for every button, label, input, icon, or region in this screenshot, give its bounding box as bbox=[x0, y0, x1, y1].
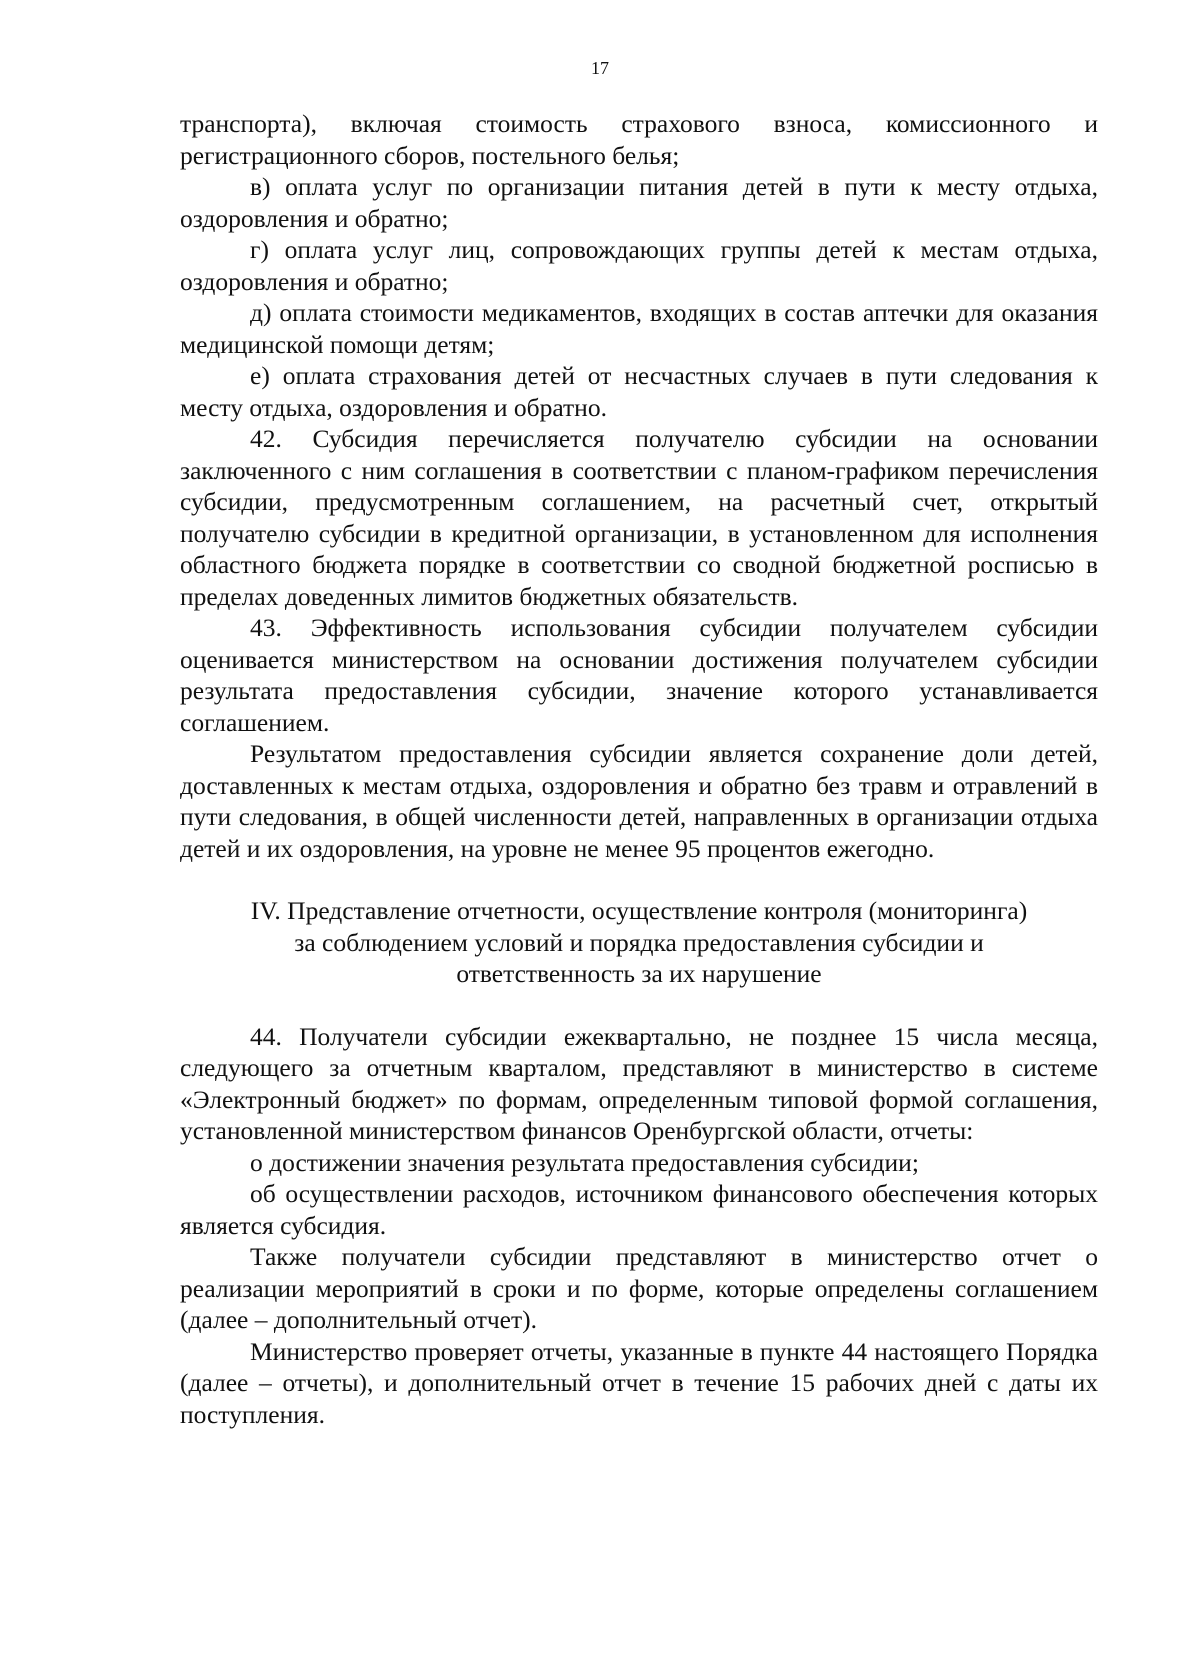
paragraph-report-expenses: об осуществлении расходов, источником финансового обеспечения которых является субсидия. bbox=[180, 1179, 1098, 1240]
paragraph-result: Результатом предоставления субсидии является сохранение доли детей, доставленных к местам отдыха, оздоровления и обратно без травм и отравлений в пути следования, в общей численности детей, направленных в организации отдыха детей и их оздоровления, на уровне не менее 95 процентов ежегодно. bbox=[180, 739, 1098, 863]
section-heading-line-3: ответственность за их нарушение bbox=[456, 959, 822, 988]
paragraph-42: 42. Субсидия перечисляется получателю субсидии на основании заключенного с ним соглашения в соответствии с планом-графиком перечисления субсидии, предусмотренным соглашением, на расчетный счет, открытый получателю субсидии в кредитной организации, в установленном для исполнения областного бюджета порядке в соответствии со сводной бюджетной росписью в пределах доведенных лимитов бюджетных обязательств. bbox=[180, 424, 1098, 611]
paragraph-ministry-check: Министерство проверяет отчеты, указанные в пункте 44 настоящего Порядка (далее – отчеты), и дополнительный отчет в течение 15 рабочих дней с даты их поступления. bbox=[180, 1336, 1098, 1429]
section-heading-line-2: за соблюдением условий и порядка предоставления субсидии и bbox=[294, 927, 984, 957]
section-heading-line-1: IV. Представление отчетности, осуществление контроля (мониторинга) bbox=[250, 896, 1028, 925]
paragraph-43: 43. Эффективность использования субсидии получателем субсидии оценивается министерством на основании достижения получателем субсидии результата предоставления субсидии, значение которого устанавливается соглашением. bbox=[180, 613, 1098, 737]
paragraph-additional-report: Также получатели субсидии представляют в министерство отчет о реализации мероприятий в сроки и по форме, которые определены соглашением (далее – дополнительный отчет). bbox=[180, 1242, 1098, 1334]
spacer bbox=[180, 864, 1098, 895]
paragraph-item-d: д) оплата стоимости медикаментов, входящих в состав аптечки для оказания медицинской помощи детям; bbox=[180, 298, 1098, 359]
paragraph-44: 44. Получатели субсидии ежеквартально, не позднее 15 числа месяца, следующего за отчетным кварталом, представляют в министерство в системе «Электронный бюджет» по формам, определенным типовой формой соглашения, установленной министерством финансов Оренбургской области, отчеты: bbox=[180, 1021, 1098, 1145]
paragraph-report-result: о достижении значения результата предоставления субсидии; bbox=[250, 1147, 919, 1177]
document-body bbox=[180, 108, 1098, 1430]
paragraph-continuation: транспорта), включая стоимость страхового взноса, комиссионного и регистрационного сборов, постельного белья; bbox=[180, 109, 1098, 170]
paragraph-item-g: г) оплата услуг лиц, сопровождающих группы детей к местам отдыха, оздоровления и обратно; bbox=[180, 235, 1098, 296]
paragraph-item-v: в) оплата услуг по организации питания детей в пути к месту отдыха, оздоровления и обратно; bbox=[180, 172, 1098, 233]
section-heading bbox=[180, 895, 1098, 990]
page-number: 17 bbox=[591, 58, 609, 78]
paragraph-item-e: е) оплата страхования детей от несчастных случаев в пути следования к месту отдыха, оздоровления и обратно. bbox=[180, 361, 1098, 422]
spacer bbox=[180, 990, 1098, 1021]
